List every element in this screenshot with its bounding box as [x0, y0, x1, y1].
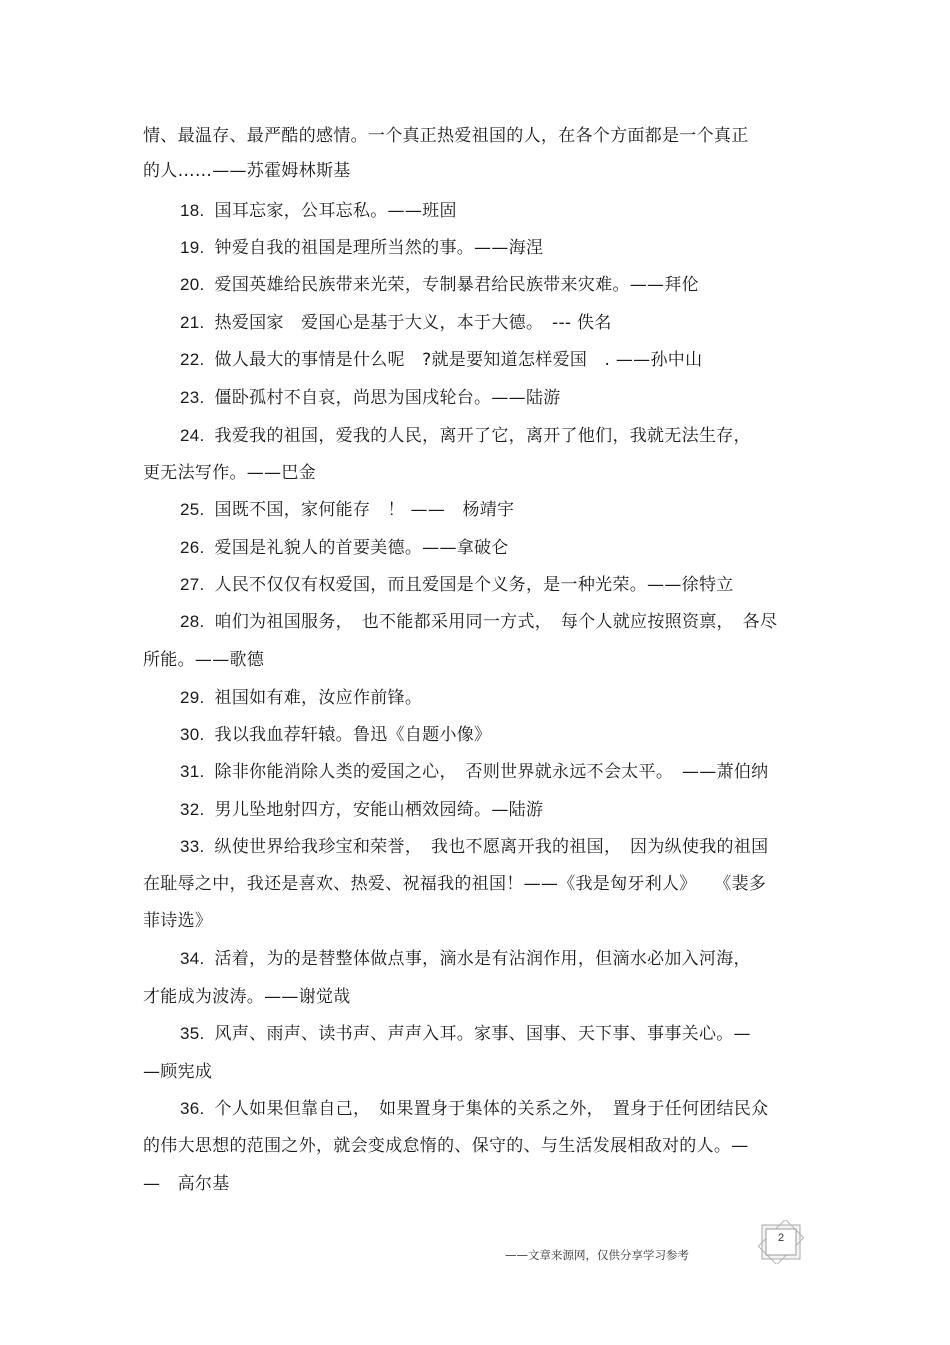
list-item [180, 1022, 751, 1046]
continuation-line [143, 1172, 230, 1196]
list-item [180, 236, 543, 260]
item-number: 32. [180, 800, 205, 819]
item-text: 情、最温存、最严酷的感情。一个真正热爱祖国的人，在各个方面都是一个真正 [143, 126, 749, 146]
item-number: 36. [180, 1099, 205, 1118]
item-number: 34. [180, 949, 205, 968]
list-item [180, 573, 734, 597]
item-text: 风声、雨声、读书声、声声入耳。家事、国事、天下事、事事关心。— [214, 1024, 751, 1044]
continuation-line [143, 124, 749, 148]
item-text: 国耳忘家，公耳忘私。——班固 [214, 201, 457, 221]
item-number: 25. [180, 500, 205, 519]
item-text: 在耻辱之中，我还是喜欢、热爱、祝福我的祖国！——《我是匈牙利人》 《裴多 [143, 874, 767, 894]
list-item [180, 835, 768, 859]
list-item [180, 498, 514, 522]
item-text: 才能成为波涛。——谢觉哉 [143, 987, 351, 1007]
item-text: 祖国如有难，汝应作前锋。 [214, 688, 423, 708]
list-item [180, 1097, 768, 1121]
list-item [180, 686, 422, 710]
list-item [180, 536, 509, 560]
item-text: 所能。——歌德 [143, 650, 265, 670]
item-text: 菲诗选》 [143, 911, 213, 931]
item-text: — 高尔基 [143, 1174, 230, 1194]
list-item [180, 386, 561, 410]
continuation-line [143, 648, 264, 672]
item-text: 咱们为祖国服务， 也不能都采用同一方式， 每个人就应按照资禀， 各尽 [214, 612, 778, 632]
item-text: 我以我血荐轩辕。鲁迅《自题小像》 [214, 725, 492, 745]
item-text: 男儿坠地射四方，安能山栖效园绮。—陆游 [214, 800, 544, 820]
list-item [180, 348, 702, 372]
item-number: 33. [180, 837, 205, 856]
page-number: 2 [777, 1232, 785, 1244]
item-number: 22. [180, 350, 205, 369]
item-text: 的人……——苏霍姆林斯基 [143, 161, 351, 181]
item-text: 钟爱自我的祖国是理所当然的事。——海涅 [214, 238, 544, 258]
item-number: 24. [180, 426, 205, 445]
item-number: 21. [180, 313, 205, 332]
page-number-badge [757, 1220, 805, 1264]
item-number: 20. [180, 275, 205, 294]
item-number: 19. [180, 238, 205, 257]
item-text: 更无法写作。——巴金 [143, 463, 316, 483]
item-text: 人民不仅仅有权爱国，而且爱国是个义务，是一种光荣。——徐特立 [214, 575, 734, 595]
item-text: 国既不国，家何能存 ！ —— 杨靖宇 [214, 500, 515, 520]
item-text: 除非你能消除人类的爱国之心， 否则世界就永远不会太平。 ——萧伯纳 [214, 762, 769, 782]
list-item [180, 798, 543, 822]
list-item [180, 199, 457, 223]
item-text: —顾宪成 [143, 1062, 213, 1082]
item-number: 26. [180, 538, 205, 557]
list-item [180, 610, 777, 634]
continuation-line [143, 909, 212, 933]
continuation-line [143, 985, 351, 1009]
continuation-line [143, 461, 316, 485]
item-text: 爱国英雄给民族带来光荣，专制暴君给民族带来灾难。——拜伦 [214, 275, 699, 295]
list-item [180, 760, 768, 784]
item-number: 31. [180, 762, 205, 781]
item-number: 28. [180, 612, 205, 631]
list-item [180, 273, 699, 297]
item-text: 热爱国家 爱国心是基于大义，本于大德。 --- 佚名 [214, 313, 612, 333]
item-number: 27. [180, 575, 205, 594]
list-item [180, 723, 491, 747]
item-number: 30. [180, 725, 205, 744]
item-text: 僵卧孤村不自哀，尚思为国戌轮台。——陆游 [214, 388, 561, 408]
item-text: 个人如果但靠自己， 如果置身于集体的关系之外， 置身于任何团结民众 [214, 1099, 769, 1119]
continuation-line [143, 1134, 749, 1158]
footer-note: ——文章来源网，仅供分享学习参考 [505, 1248, 689, 1262]
item-text: 我爱我的祖国，爱我的人民，离开了它，离开了他们，我就无法生存， [214, 426, 751, 446]
item-text: 活着，为的是替整体做点事，滴水是有沾润作用，但滴水必加入河海， [214, 949, 751, 969]
item-number: 29. [180, 688, 205, 707]
continuation-line [143, 159, 351, 183]
list-item [180, 947, 751, 971]
continuation-line [143, 1060, 212, 1084]
item-text: 做人最大的事情是什么呢 ?就是要知道怎样爱国 . ——孙中山 [214, 350, 703, 370]
list-item [180, 311, 612, 335]
list-item [180, 424, 751, 448]
item-number: 23. [180, 388, 205, 407]
item-text: 纵使世界给我珍宝和荣誉， 我也不愿离开我的祖国， 因为纵使我的祖国 [214, 837, 769, 857]
item-text: 的伟大思想的范围之外，就会变成怠惰的、保守的、与生活发展相敌对的人。— [143, 1136, 749, 1156]
continuation-line [143, 872, 766, 896]
item-text: 爱国是礼貌人的首要美德。——拿破仑 [214, 538, 509, 558]
item-number: 35. [180, 1024, 205, 1043]
item-number: 18. [180, 201, 205, 220]
